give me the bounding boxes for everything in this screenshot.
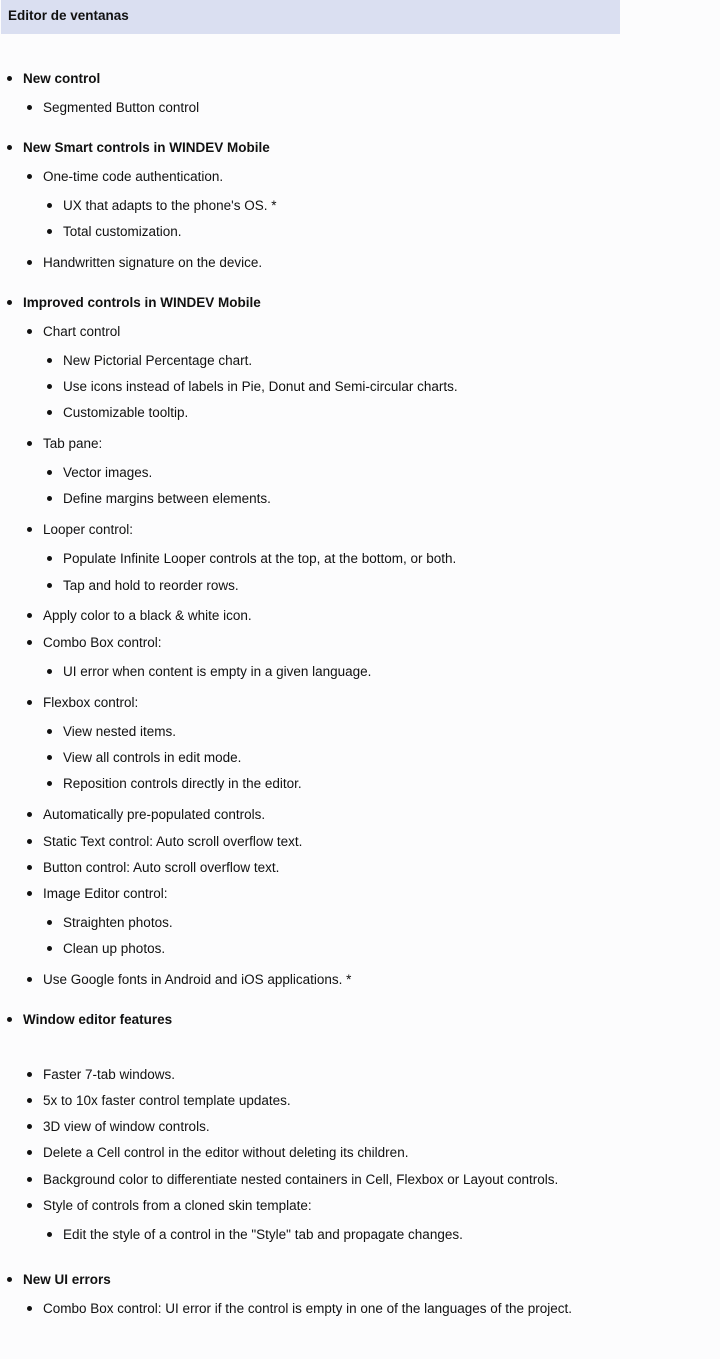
item-text: Chart control (43, 324, 121, 339)
item-text: Define margins between elements. (63, 491, 271, 506)
item-text: Style of controls from a cloned skin template: (43, 1198, 312, 1213)
item-text: Apply color to a black & white icon. (43, 608, 252, 623)
item-text: Edit the style of a control in the "Style" tab and propagate changes. (63, 1227, 463, 1242)
bullet-icon (27, 640, 32, 645)
bullet-icon (47, 583, 52, 588)
bullet-icon (7, 1017, 12, 1022)
bullet-icon (27, 1072, 32, 1077)
item-text: New UI errors (23, 1272, 111, 1287)
item-text: Use Google fonts in Android and iOS applications. * (43, 972, 352, 987)
item-text: Straighten photos. (63, 915, 173, 930)
item-text: Total customization. (63, 224, 182, 239)
list-item (47, 352, 252, 369)
item-text: Faster 7-tab windows. (43, 1067, 176, 1082)
list-item (47, 749, 241, 766)
item-text: UI error when content is empty in a given language. (63, 664, 372, 679)
item-text: Customizable tooltip. (63, 405, 189, 420)
bullet-icon (7, 300, 12, 305)
list-item (47, 404, 188, 421)
list-item (27, 833, 302, 850)
bullet-icon (47, 470, 52, 475)
list-item (47, 775, 302, 792)
list-item (47, 914, 173, 931)
list-item (47, 550, 456, 567)
list-item (27, 99, 199, 116)
list-item (47, 940, 165, 957)
bullet-icon (47, 920, 52, 925)
bullet-icon (27, 839, 32, 844)
bullet-icon (47, 755, 52, 760)
list-item (27, 1118, 210, 1135)
list-item (27, 254, 262, 271)
item-text: New Pictorial Percentage chart. (63, 353, 253, 368)
list-item (27, 1092, 291, 1109)
item-text: Combo Box control: (43, 635, 162, 650)
bullet-icon (47, 410, 52, 415)
bullet-icon (47, 496, 52, 501)
section-heading (7, 70, 100, 87)
bullet-icon (7, 145, 12, 150)
bullet-icon (27, 1203, 32, 1208)
bullet-icon (27, 174, 32, 179)
item-text: Button control: Auto scroll overflow text. (43, 860, 280, 875)
item-text: View all controls in edit mode. (63, 750, 242, 765)
item-text: Looper control: (43, 522, 134, 537)
bullet-icon (27, 527, 32, 532)
bullet-icon (27, 1150, 32, 1155)
item-text: Delete a Cell control in the editor without deleting its children. (43, 1145, 409, 1160)
section-heading (7, 1271, 111, 1288)
list-item (47, 464, 152, 481)
item-text: Tap and hold to reorder rows. (63, 578, 239, 593)
item-text: Background color to differentiate nested containers in Cell, Flexbox or Layout controls. (43, 1172, 559, 1187)
item-text: One-time code authentication. (43, 169, 224, 184)
bullet-icon (47, 203, 52, 208)
list-item (27, 1171, 558, 1188)
list-item (27, 1197, 312, 1214)
list-item (27, 1300, 572, 1317)
list-item (27, 521, 133, 538)
bullet-icon (47, 946, 52, 951)
list-item (27, 859, 279, 876)
list-item (27, 1144, 408, 1161)
item-text: 5x to 10x faster control template updates. (43, 1093, 291, 1108)
list-item (27, 971, 351, 988)
item-text: View nested items. (63, 724, 177, 739)
list-item (27, 694, 138, 711)
list-item (47, 490, 271, 507)
item-text: New control (23, 71, 101, 86)
list-item (47, 223, 182, 240)
item-text: Image Editor control: (43, 886, 168, 901)
item-text: New Smart controls in WINDEV Mobile (23, 140, 270, 155)
list-item (47, 577, 239, 594)
item-text: Static Text control: Auto scroll overflow text. (43, 834, 303, 849)
bullet-icon (47, 781, 52, 786)
list-item (47, 378, 458, 395)
item-text: Flexbox control: (43, 695, 139, 710)
item-text: Clean up photos. (63, 941, 166, 956)
bullet-icon (27, 891, 32, 896)
bullet-icon (7, 1277, 12, 1282)
list-item (47, 663, 371, 680)
list-item (27, 806, 265, 823)
bullet-icon (7, 76, 12, 81)
list-item (27, 435, 102, 452)
list-item (27, 1066, 175, 1083)
bullet-icon (27, 441, 32, 446)
bullet-icon (47, 669, 52, 674)
item-text: Use icons instead of labels in Pie, Donut and Semi-circular charts. (63, 379, 458, 394)
list-item (27, 634, 162, 651)
list-item (47, 723, 176, 740)
item-text: Populate Infinite Looper controls at the top, at the bottom, or both. (63, 551, 457, 566)
item-text: 3D view of window controls. (43, 1119, 210, 1134)
bullet-icon (27, 260, 32, 265)
item-text: Tab pane: (43, 436, 103, 451)
bullet-icon (47, 384, 52, 389)
list-item (27, 168, 223, 185)
section-heading (7, 294, 261, 311)
item-text: UX that adapts to the phone's OS. * (63, 198, 277, 213)
item-text: Segmented Button control (43, 100, 200, 115)
section-heading (7, 139, 270, 156)
bullet-icon (27, 613, 32, 618)
bullet-icon (47, 358, 52, 363)
bullet-icon (27, 1177, 32, 1182)
list-item (47, 1226, 463, 1243)
bullet-icon (27, 977, 32, 982)
list-item (27, 607, 252, 624)
item-text: Automatically pre-populated controls. (43, 807, 266, 822)
bullet-icon (27, 700, 32, 705)
bullet-icon (47, 556, 52, 561)
bullet-icon (47, 729, 52, 734)
bullet-icon (27, 1306, 32, 1311)
item-text: Window editor features (23, 1012, 173, 1027)
bullet-icon (27, 329, 32, 334)
item-text: Improved controls in WINDEV Mobile (23, 295, 261, 310)
list-item (27, 885, 168, 902)
item-text: Reposition controls directly in the editor. (63, 776, 302, 791)
bullet-icon (27, 812, 32, 817)
bullet-icon (47, 1232, 52, 1237)
item-text: Vector images. (63, 465, 153, 480)
item-text: Combo Box control: UI error if the control is empty in one of the languages of the project. (43, 1301, 573, 1316)
bullet-icon (27, 1124, 32, 1129)
bullet-icon (27, 105, 32, 110)
section-title: Editor de ventanas (1, 0, 620, 34)
bullet-icon (47, 229, 52, 234)
bullet-icon (27, 1098, 32, 1103)
bullet-icon (27, 865, 32, 870)
list-item (47, 197, 276, 214)
item-text: Handwritten signature on the device. (43, 255, 263, 270)
section-heading (7, 1011, 172, 1028)
list-item (27, 323, 120, 340)
